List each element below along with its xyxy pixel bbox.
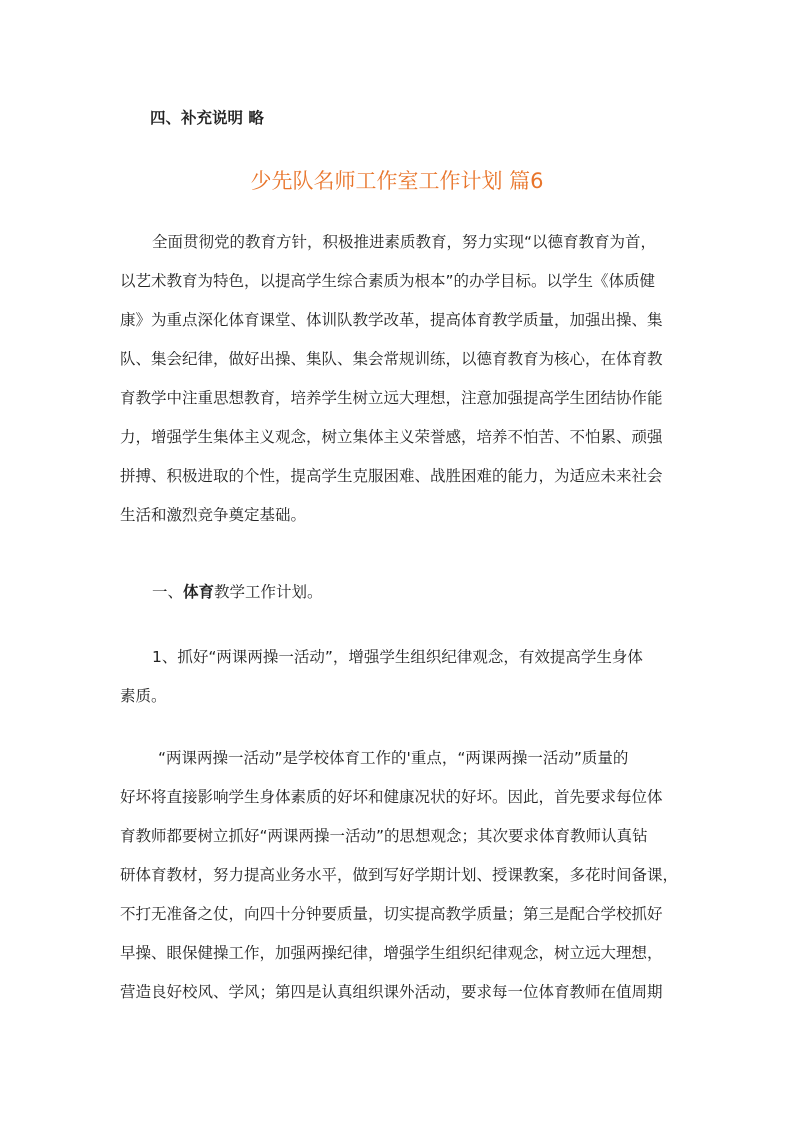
item1-line: 1、抓好“两课两操一活动”，增强学生组织纪律观念，有效提高学生身体	[152, 648, 643, 666]
paragraph2-line: “两课两操一活动”是学校体育工作的'重点，“两课两操一活动”质量的	[158, 749, 629, 767]
item1-line: 素质。	[120, 687, 167, 705]
paragraph2-line: 研体育教材，努力提高业务水平，做到写好学期计划、授课教案，多花时间备课，	[120, 866, 679, 884]
subheading-bold: 体育	[183, 583, 215, 601]
paragraph2-line: 好坏将直接影响学生身体素质的好坏和健康况状的好坏。因此，首先要求每位体	[120, 788, 663, 806]
paragraph2-line: 早操、眼保健操工作，加强两操纪律，增强学生组织纪律观念，树立远大理想，	[120, 944, 663, 962]
subheading-rest: 教学工作计划。	[214, 583, 323, 601]
paragraph1-line: 以艺术教育为特色，以提高学生综合素质为根本”的办学目标。以学生《体质健	[120, 272, 656, 290]
paragraph1-line: 拼搏、积极进取的个性，提高学生克服困难、战胜困难的能力，为适应未来社会	[120, 467, 663, 485]
paragraph2-line: 育教师都要树立抓好“两课两操一活动”的思想观念；其次要求体育教师认真钻	[120, 827, 648, 845]
paragraph1-line: 全面贯彻党的教育方针，积极推进素质教育，努力实现“以德育教育为首，	[152, 233, 657, 251]
paragraph1-line: 育教学中注重思想教育，培养学生树立远大理想，注意加强提高学生团结协作能	[120, 389, 663, 407]
subheading	[152, 582, 323, 602]
section-heading: 四、补充说明 略	[150, 109, 264, 127]
subheading-prefix: 一、	[152, 583, 184, 601]
paragraph1-line: 力，增强学生集体主义观念，树立集体主义荣誉感，培养不怕苦、不怕累、顽强	[120, 428, 663, 446]
paragraph1-line: 队、集会纪律，做好出操、集队、集会常规训练，以德育教育为核心，在体育教	[120, 350, 663, 368]
paragraph1-line: 生活和激烈竞争奠定基础。	[120, 506, 307, 524]
paragraph1-line: 康》为重点深化体育课堂、体训队教学改革，提高体育教学质量，加强出操、集	[120, 311, 663, 329]
article-title: 少先队名师工作室工作计划 篇6	[250, 169, 544, 193]
paragraph2-line: 不打无准备之仗，向四十分钟要质量，切实提高教学质量；第三是配合学校抓好	[120, 905, 663, 923]
paragraph2-line: 营造良好校风、学风；第四是认真组织课外活动，要求每一位体育教师在值周期	[120, 983, 663, 1001]
